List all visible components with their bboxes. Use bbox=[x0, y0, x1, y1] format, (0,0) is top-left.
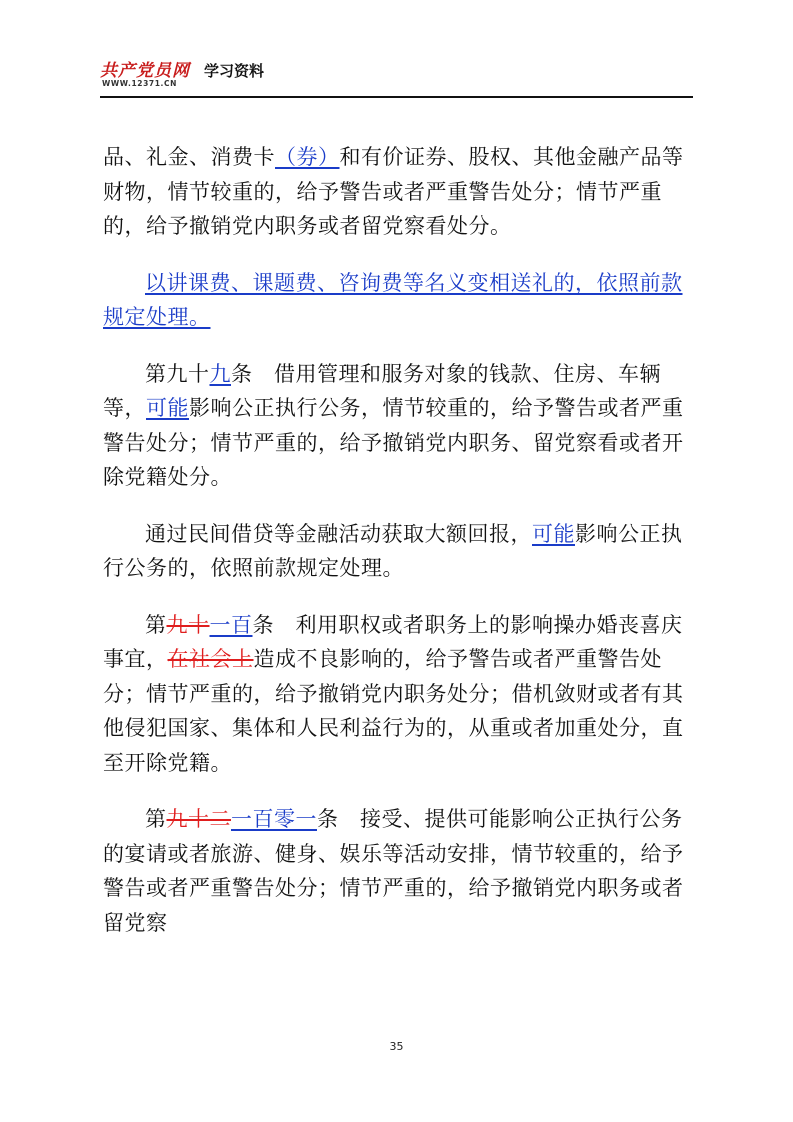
body-text: 影响公正执行公务的，依照前款规定处理。 bbox=[103, 521, 683, 580]
header-divider bbox=[100, 96, 693, 98]
paragraph bbox=[103, 266, 695, 335]
page-header bbox=[100, 56, 692, 96]
body-text: 第九十 bbox=[145, 361, 210, 386]
deleted-text: 九十 bbox=[166, 612, 210, 637]
body-text: 条 接受、提供可能影响公正执行公务的宴请或者旅游、健身、娱乐等活动安排，情节较重的，给予警告或者严重警告处分；情节严重的，给予撤销党内职务或者留党察 bbox=[103, 807, 684, 935]
logo-url: WWW.12371.CN bbox=[102, 79, 177, 88]
inserted-text: 可能 bbox=[532, 521, 575, 546]
inserted-text: 九 bbox=[209, 361, 231, 386]
header-title: 学习资料 bbox=[204, 62, 265, 80]
paragraph bbox=[103, 802, 695, 940]
inserted-text: 一百 bbox=[209, 612, 253, 637]
inserted-text: （券） bbox=[275, 145, 340, 169]
body-text: 通过民间借贷等金融活动获取大额回报， bbox=[145, 521, 532, 546]
logo-text: 共产党员网 bbox=[100, 61, 190, 81]
paragraph bbox=[103, 608, 695, 781]
paragraph bbox=[103, 357, 695, 495]
body-text: 条 借用管理和服务对象的钱款、住房、车辆等， bbox=[103, 361, 661, 420]
deleted-text: 九十二 bbox=[166, 807, 231, 831]
paragraph bbox=[103, 140, 695, 244]
page-number: 35 bbox=[389, 1040, 404, 1053]
body-text: 第 bbox=[145, 612, 167, 637]
body-text: 第 bbox=[145, 807, 167, 831]
inserted-text: 一百零一 bbox=[231, 807, 317, 831]
body-text: 条 利用职权或者职务上的影响操办婚丧喜庆事宜， bbox=[103, 612, 683, 671]
document-body bbox=[103, 140, 695, 940]
paragraph bbox=[103, 517, 695, 586]
body-text: 和有价证券、股权、其他金融产品等财物，情节较重的，给予警告或者严重警告处分；情节严重的，给予撤销党内职务或者留党察看处分。 bbox=[103, 145, 684, 238]
body-text: 影响公正执行公务，情节较重的，给予警告或者严重警告处分；情节严重的，给予撤销党内职务、留党察看或者开除党籍处分。 bbox=[103, 396, 684, 489]
body-text: 品、礼金、消费卡 bbox=[103, 145, 275, 169]
inserted-text: 可能 bbox=[146, 396, 189, 420]
deleted-text: 在社会上 bbox=[167, 647, 254, 671]
body-text: 造成不良影响的，给予警告或者严重警告处分；情节严重的，给予撤销党内职务处分；借机敛财或者有其他侵犯国家、集体和人民利益行为的，从重或者加重处分，直至开除党籍。 bbox=[103, 647, 684, 775]
inserted-text: 以讲课费、课题费、咨询费等名义变相送礼的，依照前款规定处理。 bbox=[103, 270, 683, 329]
